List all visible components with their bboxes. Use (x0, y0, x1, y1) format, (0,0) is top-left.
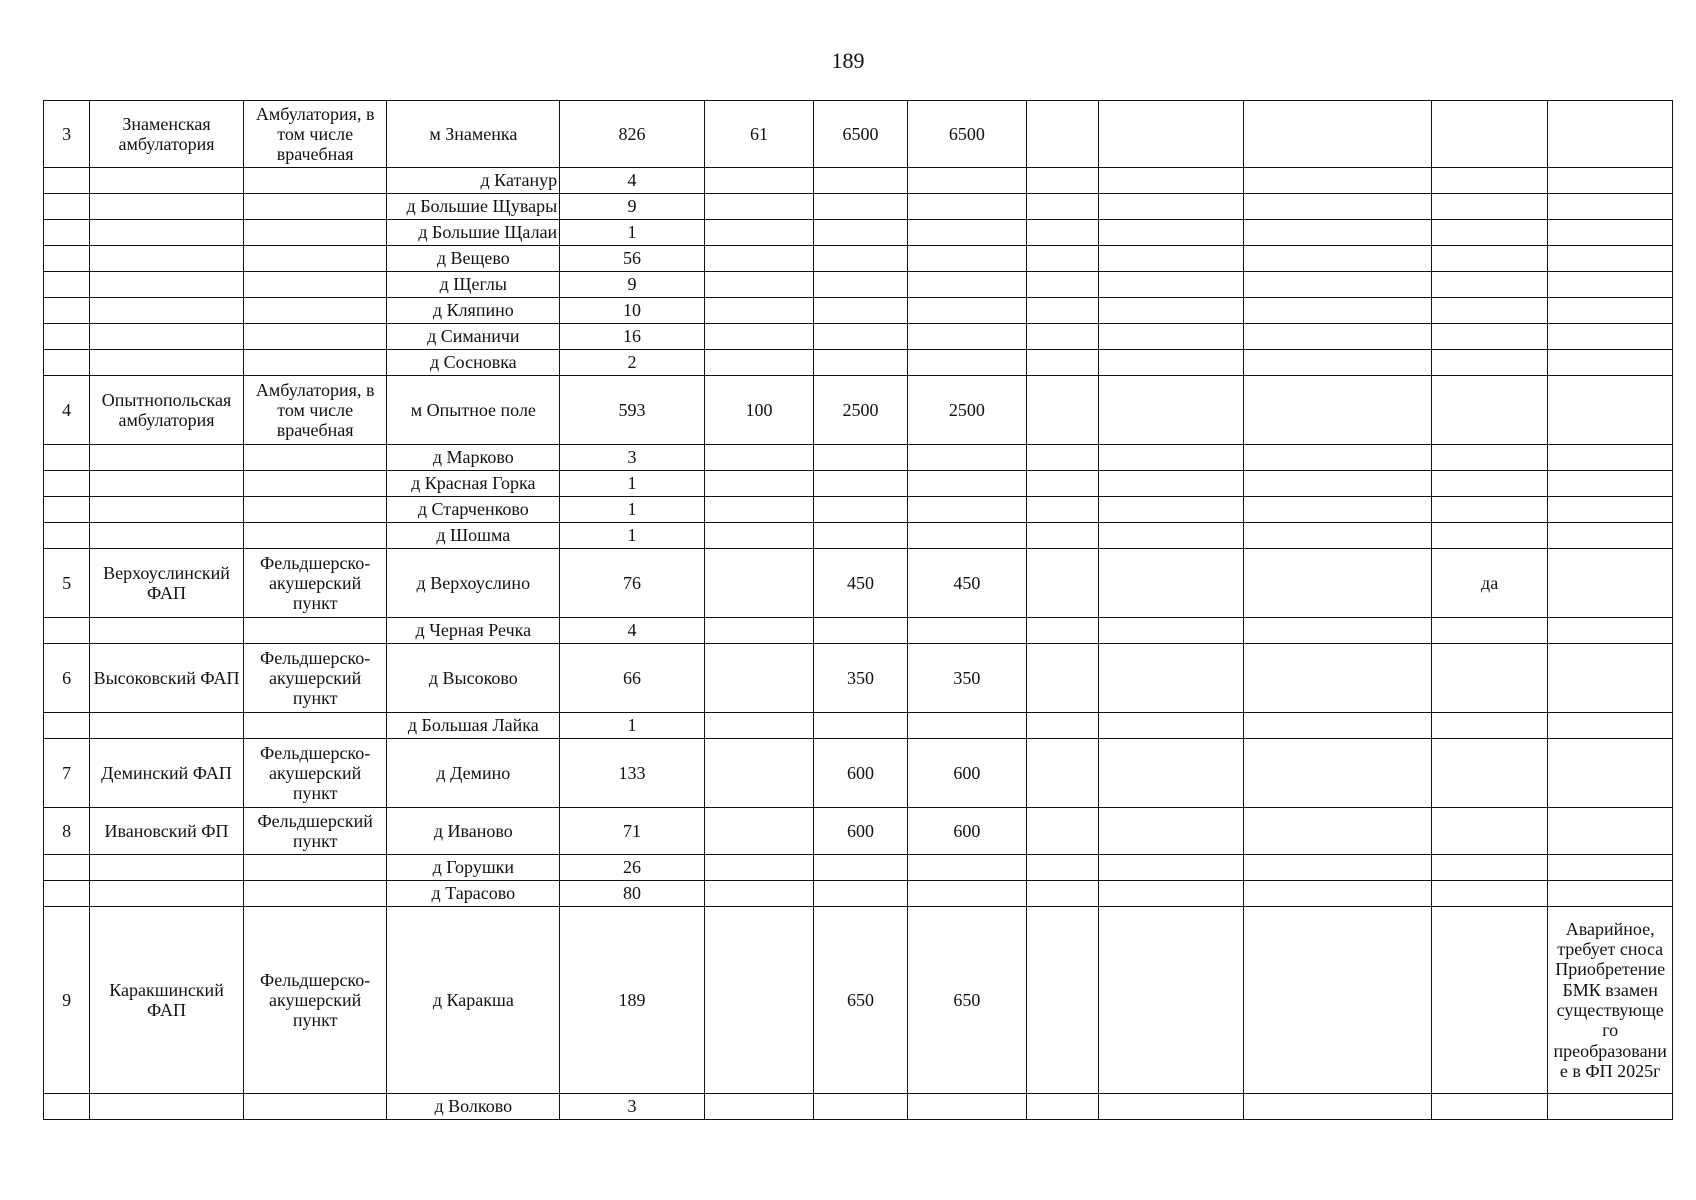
value-col-7: 2500 (814, 376, 907, 445)
row-number: 4 (44, 376, 90, 445)
settlement: д Большая Лайка (387, 713, 560, 739)
table-row (44, 907, 1673, 1094)
value-col-12 (1431, 644, 1548, 713)
value-col-7: 650 (814, 907, 907, 1094)
population: 1 (560, 497, 705, 523)
facility-name: Верхоуслинский ФАП (90, 549, 244, 618)
value-col-7: 450 (814, 549, 907, 618)
row-number: 3 (44, 101, 90, 168)
population: 71 (560, 808, 705, 855)
table-row (44, 855, 1673, 881)
table-row (44, 739, 1673, 808)
table-row (44, 881, 1673, 907)
settlement: м Знаменка (387, 101, 560, 168)
value-col-12 (1431, 739, 1548, 808)
table-row (44, 350, 1673, 376)
population: 66 (560, 644, 705, 713)
population: 133 (560, 739, 705, 808)
settlement: д Вещево (387, 246, 560, 272)
population: 1 (560, 523, 705, 549)
facilities-table (43, 100, 1673, 1120)
table-row (44, 101, 1673, 168)
facility-type: Амбулатория, в том числе врачебная (243, 376, 387, 445)
value-col-7: 600 (814, 808, 907, 855)
population: 4 (560, 618, 705, 644)
population: 3 (560, 445, 705, 471)
facility-name: Знаменская амбулатория (90, 101, 244, 168)
value-col-8: 450 (907, 549, 1027, 618)
facility-type: Фельдшерско-акушерский пункт (243, 644, 387, 713)
facility-type: Фельдшерско-акушерский пункт (243, 739, 387, 808)
facility-type: Фельдшерско-акушерский пункт (243, 549, 387, 618)
table-row (44, 471, 1673, 497)
population: 26 (560, 855, 705, 881)
value-col-8: 600 (907, 808, 1027, 855)
population: 3 (560, 1094, 705, 1120)
population: 1 (560, 713, 705, 739)
condition-note: Аварийное, требует сноса Приобретение БМК взамен существующе го преобразовани е в ФП 2025г (1548, 907, 1673, 1094)
row-number: 7 (44, 739, 90, 808)
value-col-6 (704, 808, 813, 855)
population: 9 (560, 272, 705, 298)
population: 9 (560, 194, 705, 220)
population: 80 (560, 881, 705, 907)
value-col-8: 2500 (907, 376, 1027, 445)
settlement: д Волково (387, 1094, 560, 1120)
population: 4 (560, 168, 705, 194)
table-row (44, 194, 1673, 220)
table-row (44, 246, 1673, 272)
population: 16 (560, 324, 705, 350)
settlement: д Сосновка (387, 350, 560, 376)
value-col-12 (1431, 907, 1548, 1094)
table-row (44, 324, 1673, 350)
table-row (44, 808, 1673, 855)
row-number: 8 (44, 808, 90, 855)
value-col-8: 6500 (907, 101, 1027, 168)
table-row (44, 1094, 1673, 1120)
population: 1 (560, 220, 705, 246)
settlement: д Марково (387, 445, 560, 471)
facility-type: Фельдшерский пункт (243, 808, 387, 855)
table-row (44, 298, 1673, 324)
population: 10 (560, 298, 705, 324)
value-col-6 (704, 644, 813, 713)
settlement: д Большие Щувары (387, 194, 560, 220)
settlement: д Тарасово (387, 881, 560, 907)
table-row (44, 644, 1673, 713)
settlement: д Высоково (387, 644, 560, 713)
facility-type: Амбулатория, в том числе врачебная (243, 101, 387, 168)
value-col-7: 6500 (814, 101, 907, 168)
facility-type: Фельдшерско-акушерский пункт (243, 907, 387, 1094)
table-row (44, 376, 1673, 445)
value-col-7: 350 (814, 644, 907, 713)
facility-name: Ивановский ФП (90, 808, 244, 855)
value-col-8: 600 (907, 739, 1027, 808)
table-row (44, 549, 1673, 618)
facility-name: Каракшинский ФАП (90, 907, 244, 1094)
table-row (44, 168, 1673, 194)
page-number: 189 (831, 48, 865, 73)
table-row (44, 445, 1673, 471)
settlement: д Катанур (387, 168, 560, 194)
row-number: 5 (44, 549, 90, 618)
table-row (44, 220, 1673, 246)
value-col-6: 100 (704, 376, 813, 445)
row-number: 9 (44, 907, 90, 1094)
table-row (44, 523, 1673, 549)
value-col-12: да (1431, 549, 1548, 618)
value-col-8: 650 (907, 907, 1027, 1094)
facility-name: Деминский ФАП (90, 739, 244, 808)
settlement: д Симаничи (387, 324, 560, 350)
settlement: д Горушки (387, 855, 560, 881)
settlement: д Шошма (387, 523, 560, 549)
value-col-8: 350 (907, 644, 1027, 713)
facility-name: Высоковский ФАП (90, 644, 244, 713)
settlement: д Черная Речка (387, 618, 560, 644)
settlement: д Красная Горка (387, 471, 560, 497)
value-col-6 (704, 549, 813, 618)
facility-name: Опытнопольская амбулатория (90, 376, 244, 445)
settlement: д Демино (387, 739, 560, 808)
settlement: д Большие Щалаи (387, 220, 560, 246)
settlement: д Иваново (387, 808, 560, 855)
population: 189 (560, 907, 705, 1094)
settlement: д Каракша (387, 907, 560, 1094)
settlement: д Кляпино (387, 298, 560, 324)
settlement: м Опытное поле (387, 376, 560, 445)
settlement: д Верхоуслино (387, 549, 560, 618)
value-col-6 (704, 739, 813, 808)
settlement: д Щеглы (387, 272, 560, 298)
population: 76 (560, 549, 705, 618)
row-number: 6 (44, 644, 90, 713)
population: 1 (560, 471, 705, 497)
settlement: д Старченково (387, 497, 560, 523)
value-col-7: 600 (814, 739, 907, 808)
value-col-12 (1431, 101, 1548, 168)
table-row (44, 713, 1673, 739)
population: 56 (560, 246, 705, 272)
population: 593 (560, 376, 705, 445)
value-col-12 (1431, 808, 1548, 855)
table-row (44, 618, 1673, 644)
population: 826 (560, 101, 705, 168)
value-col-6 (704, 907, 813, 1094)
value-col-6: 61 (704, 101, 813, 168)
table-row (44, 497, 1673, 523)
value-col-12 (1431, 376, 1548, 445)
table-row (44, 272, 1673, 298)
population: 2 (560, 350, 705, 376)
